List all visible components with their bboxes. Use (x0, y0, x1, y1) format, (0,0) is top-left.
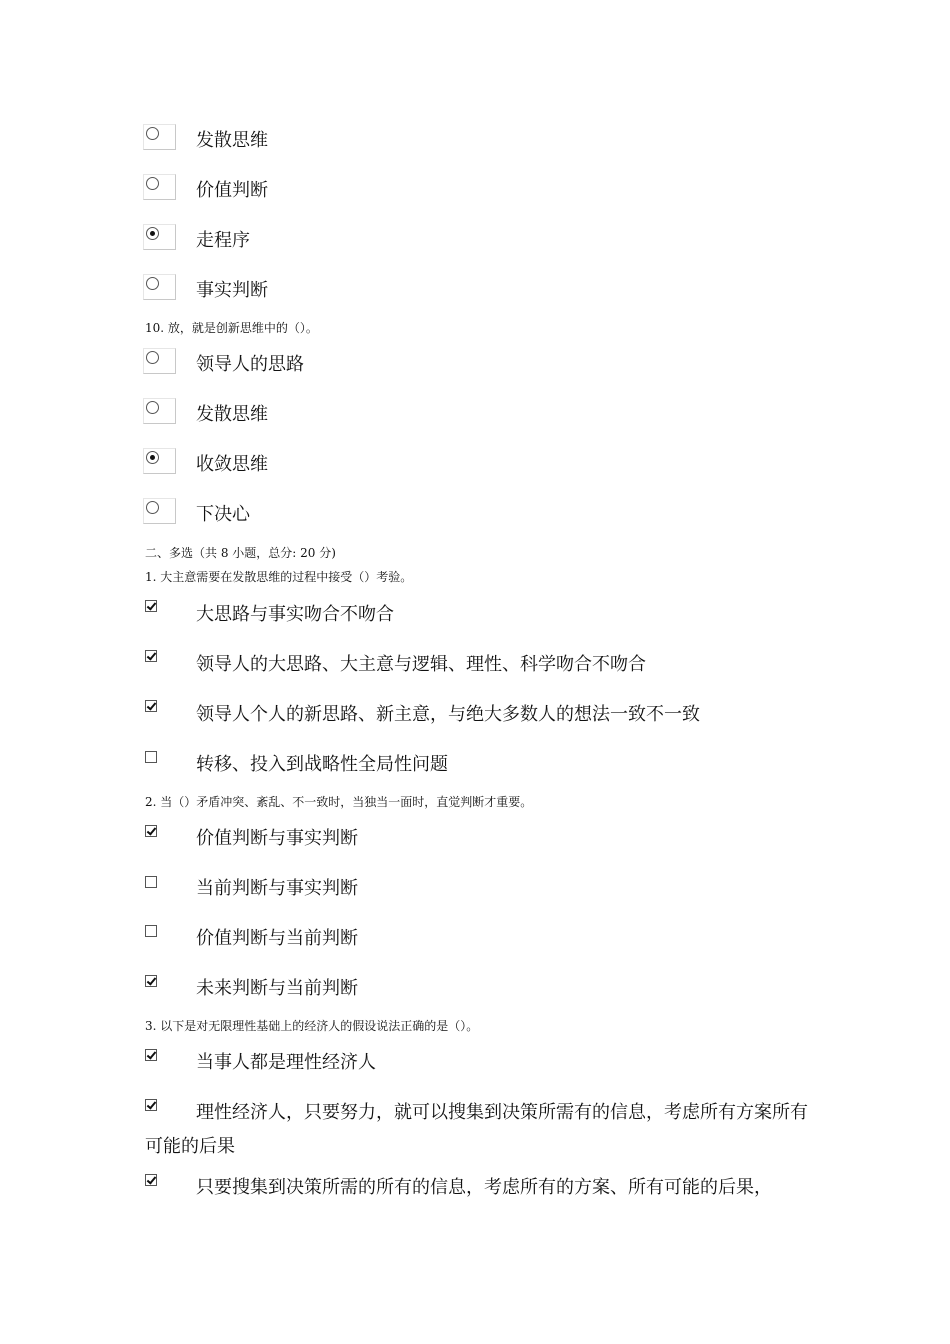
checkbox-checked-icon[interactable] (145, 1049, 157, 1061)
checkbox-checked-icon[interactable] (145, 650, 157, 662)
option-label: 未来判断与当前判断 (196, 978, 358, 999)
option-label: 价值判断与当前判断 (196, 928, 358, 949)
checkbox-icon[interactable] (145, 925, 157, 937)
radio-button[interactable] (143, 224, 176, 250)
radio-circle-icon (146, 351, 159, 364)
question-text: 10. 放，就是创新思维中的（）。 (145, 321, 318, 335)
option-label: 价值判断 (196, 180, 268, 201)
radio-button[interactable] (143, 174, 176, 200)
option-label: 价值判断与事实判断 (196, 828, 358, 849)
radio-button[interactable] (143, 124, 176, 150)
radio-button[interactable] (143, 348, 176, 374)
checkbox-icon[interactable] (145, 751, 157, 763)
option-label: 下决心 (196, 504, 250, 525)
checkbox-checked-icon[interactable] (145, 825, 157, 837)
radio-button[interactable] (143, 498, 176, 524)
section-header: 二、多选（共 8 小题，总分: 20 分) (145, 546, 336, 560)
radio-selected-icon (146, 227, 159, 240)
question-text: 2. 当（）矛盾冲突、紊乱、不一致时，当独当一面时，直觉判断才重要。 (145, 795, 533, 809)
checkbox-checked-icon[interactable] (145, 975, 157, 987)
option-label: 大思路与事实吻合不吻合 (196, 604, 394, 625)
option-label: 转移、投入到战略性全局性问题 (196, 754, 448, 775)
radio-button[interactable] (143, 398, 176, 424)
radio-circle-icon (146, 177, 159, 190)
option-label: 只要搜集到决策所需的所有的信息，考虑所有的方案、所有可能的后果， (196, 1177, 772, 1198)
radio-circle-icon (146, 501, 159, 514)
radio-circle-icon (146, 127, 159, 140)
option-label: 走程序 (196, 230, 250, 251)
checkbox-icon[interactable] (145, 876, 157, 888)
option-label: 当事人都是理性经济人 (196, 1052, 376, 1073)
radio-circle-icon (146, 401, 159, 414)
option-label: 当前判断与事实判断 (196, 878, 358, 899)
radio-circle-icon (146, 277, 159, 290)
question-text: 3. 以下是对无限理性基础上的经济人的假设说法正确的是（）。 (145, 1019, 479, 1033)
checkbox-checked-icon[interactable] (145, 1174, 157, 1186)
radio-button[interactable] (143, 274, 176, 300)
option-label: 领导人的思路 (196, 354, 304, 375)
checkbox-checked-icon[interactable] (145, 700, 157, 712)
option-label: 发散思维 (196, 130, 268, 151)
radio-selected-icon (146, 451, 159, 464)
option-label: 领导人的大思路、大主意与逻辑、理性、科学吻合不吻合 (196, 654, 646, 675)
option-label: 理性经济人，只要努力，就可以搜集到决策所需有的信息，考虑所有方案所有可能的后果 (145, 1102, 808, 1157)
option-label: 收敛思维 (196, 454, 268, 475)
option-label: 领导人个人的新思路、新主意，与绝大多数人的想法一致不一致 (196, 704, 700, 725)
radio-button[interactable] (143, 448, 176, 474)
question-text: 1. 大主意需要在发散思维的过程中接受（）考验。 (145, 570, 413, 584)
checkbox-checked-icon[interactable] (145, 600, 157, 612)
option-label: 发散思维 (196, 404, 268, 425)
option-label: 事实判断 (196, 280, 268, 301)
